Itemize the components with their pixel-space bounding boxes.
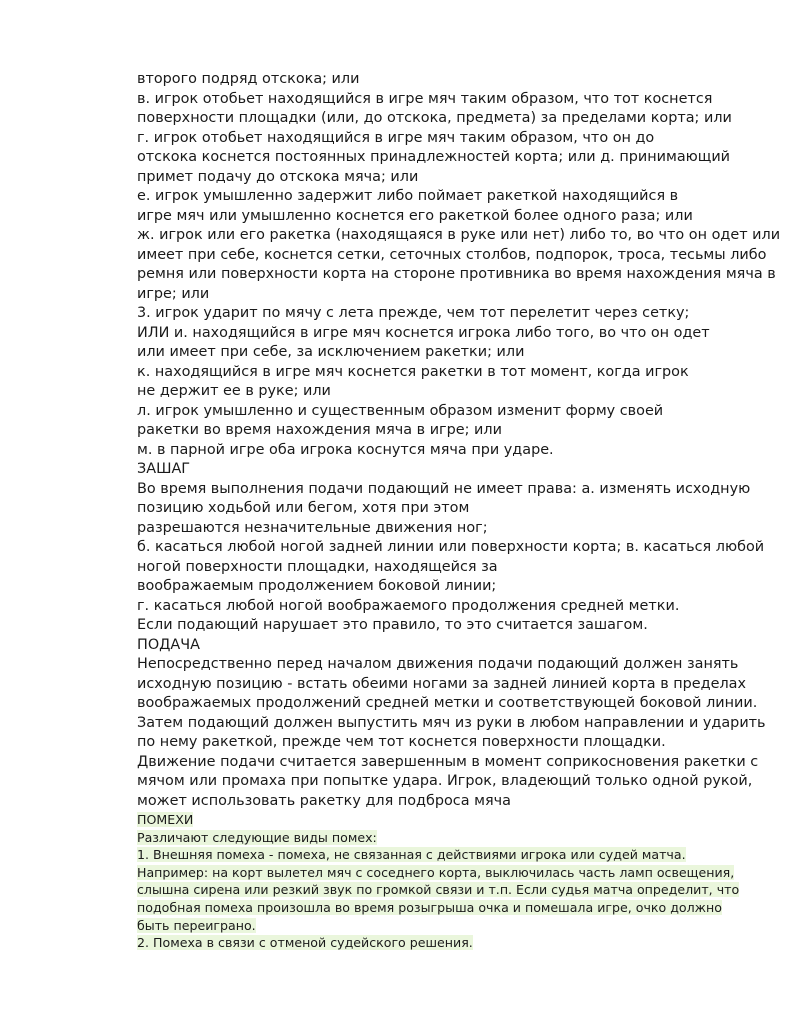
text-line: 2. Помеха в связи с отменой судейского решения. (137, 935, 473, 951)
text-line: Если подающий нарушает это правило, то это считается зашагом. (137, 617, 648, 633)
text-line: подобная помеха произошла во время розыгрыша очка и помешала игре, очко должно (137, 899, 722, 915)
text-line: примет подачу до отскока мяча; или (137, 168, 419, 185)
text-line: к. находящийся в игре мяч коснется ракетки в тот момент, когда игрок (137, 363, 689, 380)
highlighted-line (137, 811, 737, 829)
text-line: ногой поверхности площадки, находящейся за (137, 558, 498, 575)
highlighted-line (137, 829, 737, 847)
text-line: игре мяч или умышленно коснется его ракеткой более одного раза; или (137, 207, 693, 224)
text-line: не держит ее в руке; или (137, 383, 331, 399)
text-line: отскока коснется постоянных принадлежностей корта; или д. принимающий (137, 149, 731, 165)
text-line: по нему ракеткой, прежде чем тот коснется поверхности площадки. (137, 734, 666, 750)
text-line: Во время выполнения подачи подающий не имеет права: а. изменять исходную (137, 480, 751, 497)
text-line: воображаемых продолжений средней метки и соответствующей боковой линии. (137, 695, 758, 711)
document-page (137, 70, 781, 952)
text-line: быть переиграно. (137, 917, 256, 933)
highlighted-section (137, 811, 740, 952)
text-line: Непосредственно перед началом движения подачи подающий должен занять (137, 656, 739, 672)
text-line: второго подряд отскока; или (137, 71, 360, 87)
text-line: м. в парной игре оба игрока коснутся мяча при ударе. (137, 441, 554, 458)
section-heading: ПОМЕХИ (137, 812, 194, 827)
text-line: ракетки во время нахождения мяча в игре; или (137, 422, 502, 438)
text-line: 1. Внешняя помеха - помеха, не связанная с действиями игрока или судей матча. (137, 847, 686, 863)
highlighted-line (137, 864, 737, 882)
text-line: имеет при себе, коснется сетки, сеточных столбов, подпорок, троса, тесьмы либо (137, 246, 767, 263)
text-line: позицию ходьбой или бегом, хотя при этом (137, 500, 470, 516)
section-heading: ПОДАЧА (137, 636, 200, 653)
highlighted-line (137, 846, 737, 864)
text-line: слышна сирена или резкий звук по громкой связи и т.п. Если судья матча определит, что (137, 882, 740, 898)
text-line: разрешаются незначительные движения ног; (137, 519, 488, 536)
text-line: Затем подающий должен выпустить мяч из руки в любом направлении и ударить (137, 714, 766, 731)
text-line: г. касаться любой ногой воображаемого продолжения средней метки. (137, 597, 680, 614)
rules-text (137, 70, 781, 811)
text-line: е. игрок умышленно задержит либо поймает ракеткой находящийся в (137, 188, 679, 204)
text-line: л. игрок умышленно и существенным образом изменит форму своей (137, 402, 664, 419)
text-line: ж. игрок или его ракетка (находящаяся в руке или нет) либо то, во что он одет или (137, 227, 781, 243)
text-line: мячом или промаха при попытке удара. Игрок, владеющий только одной рукой, (137, 773, 753, 789)
text-line: поверхности площадки (или, до отскока, предмета) за пределами корта; или (137, 110, 732, 126)
text-line: Различают следующие виды помех: (137, 829, 377, 845)
text-line: исходную позицию - встать обеими ногами за задней линией корта в пределах (137, 675, 746, 692)
highlighted-line (137, 881, 740, 899)
text-line: ИЛИ и. находящийся в игре мяч коснется игрока либо того, во что он одет (137, 324, 710, 341)
text-line: г. игрок отобьет находящийся в игре мяч таким образом, что он до (137, 129, 655, 146)
highlighted-line (137, 899, 737, 917)
text-line: игре; или (137, 285, 210, 302)
text-line: ремня или поверхности корта на стороне противника во время нахождения мяча в (137, 266, 776, 282)
text-line: воображаемым продолжением боковой линии; (137, 578, 497, 594)
text-line: 3. игрок ударит по мячу с лета прежде, чем тот перелетит через сетку; (137, 305, 690, 321)
text-line: б. касаться любой ногой задней линии или поверхности корта; в. касаться любой (137, 539, 765, 555)
highlighted-line (137, 934, 737, 952)
text-line: Движение подачи считается завершенным в момент соприкосновения ракетки с (137, 753, 759, 770)
text-line: или имеет при себе, за исключением ракетки; или (137, 344, 525, 360)
text-line: Например: на корт вылетел мяч с соседнего корта, выключилась часть ламп освещения, (137, 864, 735, 880)
text-line: в. игрок отобьет находящийся в игре мяч таким образом, что тот коснется (137, 90, 713, 107)
text-line: может использовать ракетку для подброса мяча (137, 792, 511, 809)
section-heading: ЗАШАГ (137, 461, 191, 477)
highlighted-line (137, 917, 737, 935)
